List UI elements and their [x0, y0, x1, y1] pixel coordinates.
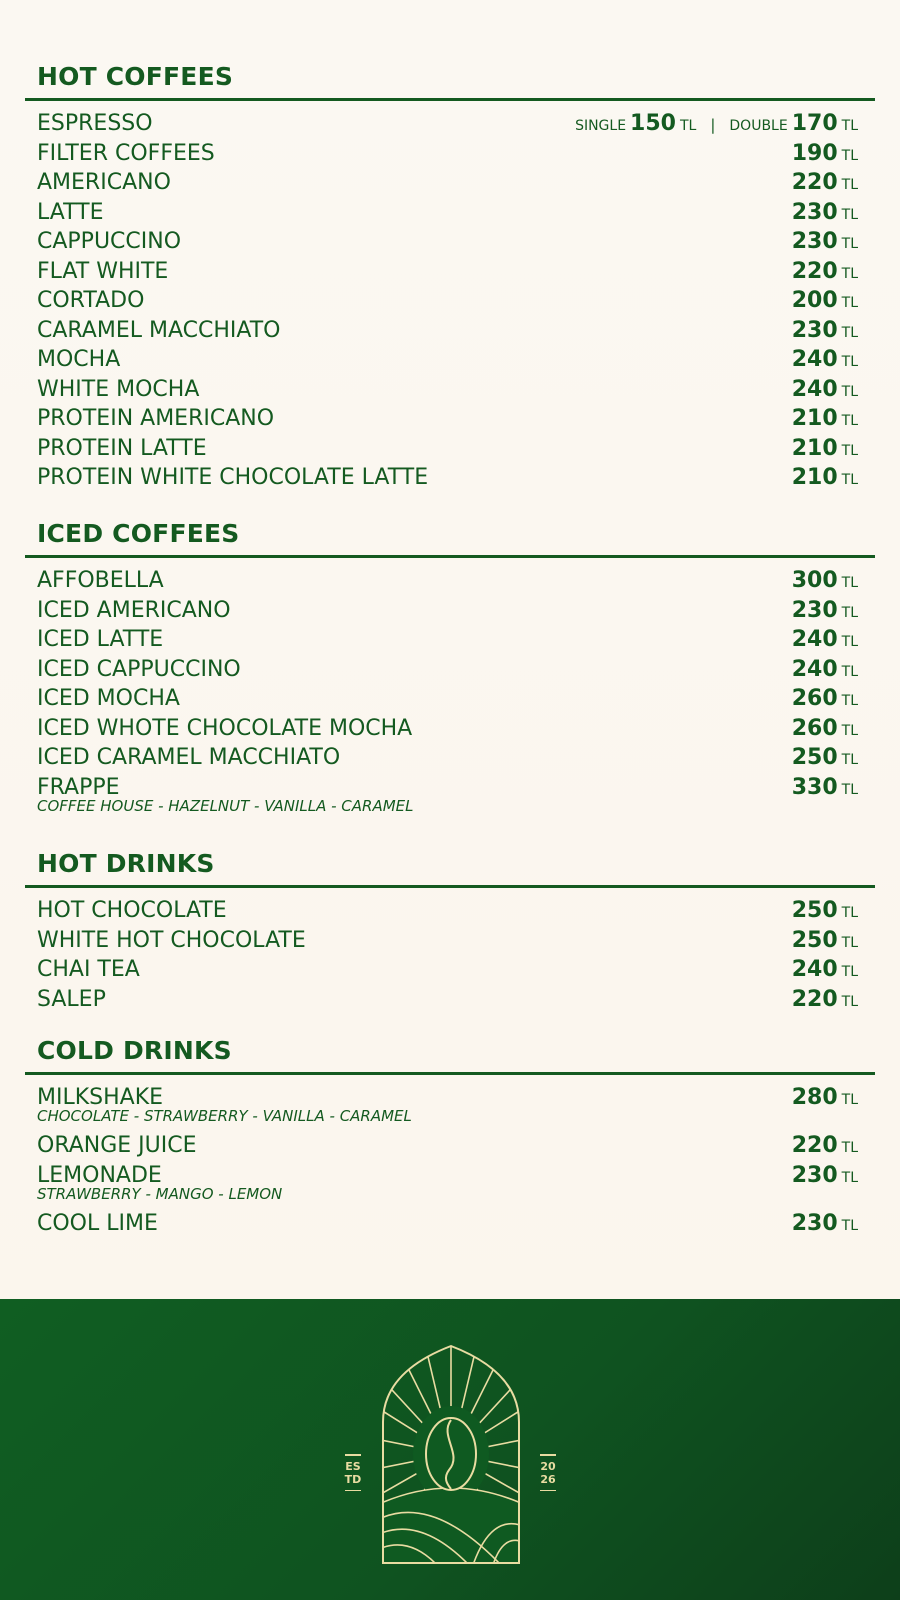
price-value: 220: [791, 170, 838, 195]
item-flavors: STRAWBERRY - MANGO - LEMON: [37, 1184, 283, 1203]
item-list: [25, 898, 875, 1016]
section-iced-coffees: [25, 519, 875, 823]
price-value: 190: [791, 140, 838, 166]
menu-item: [37, 377, 858, 407]
year-badge: [538, 1454, 558, 1491]
price-separator: |: [710, 116, 716, 134]
item-name: WHITE MOCHA: [37, 376, 200, 402]
currency-unit: TL: [841, 472, 858, 488]
section-divider: [25, 555, 875, 558]
item-price: [792, 716, 858, 744]
item-price: [792, 598, 858, 626]
menu-item: [37, 928, 858, 958]
item-name: MILKSHAKE: [37, 1085, 164, 1110]
item-price: [792, 406, 858, 434]
price-value: 330: [791, 774, 838, 800]
single-label: SINGLE: [575, 118, 627, 134]
item-price: [792, 377, 858, 405]
currency-unit: TL: [841, 147, 858, 164]
currency-unit: TL: [841, 1217, 858, 1234]
price-value: 230: [791, 597, 838, 623]
price-value: 280: [791, 1085, 838, 1110]
item-name: ICED LATTE: [37, 627, 164, 652]
item-name: PROTEIN WHITE CHOCOLATE LATTE: [37, 465, 429, 490]
item-price: [792, 898, 858, 926]
item-name: CHAI TEA: [37, 957, 140, 982]
currency-unit: TL: [841, 781, 858, 798]
price-value: 210: [791, 406, 838, 431]
item-name: FRAPPE: [37, 774, 120, 800]
item-price: [792, 627, 858, 655]
item-list: [25, 568, 875, 823]
menu-item: [37, 775, 858, 823]
currency-unit: TL: [841, 354, 858, 370]
est-text-bottom: TD: [344, 1472, 362, 1486]
currency-unit: TL: [841, 413, 858, 429]
year-text-bottom: 26: [540, 1472, 556, 1486]
item-name: COOL LIME: [37, 1210, 158, 1236]
item-price: [792, 170, 858, 198]
price-value: 240: [791, 656, 838, 682]
double-price: 170: [791, 111, 838, 136]
item-price-espresso: [575, 111, 858, 139]
item-price: [792, 568, 858, 596]
item-name: CORTADO: [37, 288, 145, 313]
price-value: 230: [791, 229, 838, 254]
item-price: [792, 745, 858, 773]
price-value: 250: [791, 898, 838, 923]
item-name: ICED WHOTE CHOCOLATE MOCHA: [37, 715, 413, 741]
section-divider: [25, 1072, 875, 1075]
item-name: ICED CARAMEL MACCHIATO: [37, 745, 341, 770]
coffee-bean-sunburst-arch-icon: [381, 1344, 521, 1565]
menu-item: [37, 1133, 858, 1163]
currency-unit: TL: [841, 693, 858, 709]
currency-unit: TL: [841, 236, 858, 252]
currency-unit: TL: [841, 634, 858, 650]
item-price: [792, 686, 858, 714]
currency-unit: TL: [841, 383, 858, 400]
item-name: HOT CHOCOLATE: [37, 898, 227, 923]
currency-unit: TL: [841, 663, 858, 680]
item-price: [792, 957, 858, 985]
year-bottom-rule: [540, 1490, 556, 1492]
currency-unit: TL: [841, 206, 858, 223]
section-divider: [25, 885, 875, 888]
price-value: 220: [791, 1133, 838, 1158]
menu-item: [37, 465, 858, 495]
menu-item: [37, 229, 858, 259]
item-name: MOCHA: [37, 347, 121, 372]
menu-item: [37, 347, 858, 377]
menu-item: [37, 898, 858, 928]
est-badge: [343, 1454, 363, 1491]
section-title: COLD DRINKS: [37, 1036, 232, 1065]
menu-item: [37, 598, 858, 628]
item-name: CARAMEL MACCHIATO: [37, 317, 281, 343]
item-price: [792, 1133, 858, 1161]
price-value: 230: [791, 199, 838, 225]
currency-unit: TL: [841, 1169, 858, 1186]
currency-unit: TL: [679, 118, 697, 134]
currency-unit: TL: [841, 575, 858, 591]
currency-unit: TL: [841, 752, 858, 768]
menu-item: [37, 1211, 858, 1241]
item-price: [792, 229, 858, 257]
currency-unit: TL: [841, 1092, 858, 1108]
menu-item: [37, 141, 858, 171]
currency-unit: TL: [841, 118, 858, 134]
menu-item: [37, 987, 858, 1017]
section-title: ICED COFFEES: [37, 519, 240, 548]
menu-item: [37, 436, 858, 466]
item-name: CAPPUCCINO: [37, 229, 182, 254]
menu-item: [37, 957, 858, 987]
menu-item: [37, 568, 858, 598]
item-name: AFFOBELLA: [37, 568, 164, 593]
menu-item: [37, 716, 858, 746]
price-value: 230: [791, 1162, 838, 1188]
menu-item: [37, 657, 858, 687]
est-text-top: ES: [345, 1459, 361, 1473]
currency-unit: TL: [841, 934, 858, 951]
price-value: 260: [791, 686, 838, 711]
item-flavors: COFFEE HOUSE - HAZELNUT - VANILLA - CARAMEL: [37, 796, 414, 815]
item-price: [792, 436, 858, 464]
menu-item: [37, 111, 858, 141]
footer-band: [0, 1299, 900, 1600]
currency-unit: TL: [841, 964, 858, 980]
currency-unit: TL: [841, 177, 858, 193]
item-name: ICED CAPPUCCINO: [37, 656, 241, 682]
single-price: 150: [630, 111, 676, 136]
price-value: 220: [791, 258, 838, 284]
menu-item: [37, 288, 858, 318]
item-price: [792, 775, 858, 803]
est-top-rule: [345, 1454, 361, 1456]
item-name: AMERICANO: [37, 170, 171, 195]
item-price: [792, 465, 858, 493]
menu-item: [37, 627, 858, 657]
item-price: [792, 259, 858, 287]
price-value: 230: [791, 317, 838, 343]
menu-item: [37, 318, 858, 348]
section-hot-coffees: [25, 62, 875, 495]
item-name: ICED AMERICANO: [37, 597, 231, 623]
item-price: [792, 1163, 858, 1191]
item-flavors: CHOCOLATE - STRAWBERRY - VANILLA - CARAMEL: [37, 1107, 412, 1125]
item-name: FILTER COFFEES: [37, 140, 215, 166]
year-text-top: 20: [540, 1459, 556, 1473]
currency-unit: TL: [841, 442, 858, 459]
price-value: 210: [791, 435, 838, 461]
menu-item: [37, 686, 858, 716]
section-divider: [25, 98, 875, 101]
menu-item: [37, 745, 858, 775]
item-price: [792, 1085, 858, 1113]
item-name: PROTEIN LATTE: [37, 435, 207, 461]
price-value: 220: [791, 986, 838, 1012]
item-name: ESPRESSO: [37, 111, 153, 136]
item-list: [25, 1085, 875, 1240]
item-list: [25, 111, 875, 495]
double-label: DOUBLE: [729, 118, 788, 134]
currency-unit: TL: [841, 905, 858, 921]
item-price: [792, 657, 858, 685]
menu-item: [37, 259, 858, 289]
item-price: [792, 318, 858, 346]
menu-item: [37, 1085, 858, 1133]
item-price: [792, 288, 858, 316]
item-name: WHITE HOT CHOCOLATE: [37, 927, 306, 953]
currency-unit: TL: [841, 265, 858, 282]
item-price: [792, 347, 858, 375]
item-name: LATTE: [37, 199, 104, 225]
item-price: [792, 987, 858, 1015]
section-title: HOT COFFEES: [37, 62, 234, 91]
est-bottom-rule: [345, 1490, 361, 1492]
currency-unit: TL: [841, 324, 858, 341]
price-value: 300: [791, 568, 838, 593]
currency-unit: TL: [841, 993, 858, 1010]
price-value: 240: [791, 347, 838, 372]
item-name: LEMONADE: [37, 1162, 162, 1188]
price-value: 240: [791, 376, 838, 402]
item-name: PROTEIN AMERICANO: [37, 406, 275, 431]
item-price: [792, 1211, 858, 1239]
item-name: FLAT WHITE: [37, 258, 169, 284]
price-value: 240: [791, 627, 838, 652]
item-price: [792, 200, 858, 228]
item-name: ICED MOCHA: [37, 686, 180, 711]
menu-item: [37, 170, 858, 200]
menu-item: [37, 406, 858, 436]
currency-unit: TL: [841, 1140, 858, 1156]
price-value: 210: [791, 465, 838, 490]
price-value: 200: [791, 288, 838, 313]
menu-item: [37, 200, 858, 230]
price-value: 230: [791, 1210, 838, 1236]
item-name: ORANGE JUICE: [37, 1133, 197, 1158]
section-title: HOT DRINKS: [37, 849, 215, 878]
section-hot-drinks: [25, 849, 875, 1016]
price-value: 250: [791, 745, 838, 770]
price-value: 260: [791, 715, 838, 741]
item-name: SALEP: [37, 986, 106, 1012]
menu-item: [37, 1163, 858, 1211]
year-top-rule: [540, 1454, 556, 1456]
currency-unit: TL: [841, 722, 858, 739]
item-price: [792, 928, 858, 956]
currency-unit: TL: [841, 295, 858, 311]
section-cold-drinks: [25, 1036, 875, 1240]
item-price: [792, 141, 858, 169]
price-value: 240: [791, 957, 838, 982]
price-value: 250: [791, 927, 838, 953]
currency-unit: TL: [841, 604, 858, 621]
